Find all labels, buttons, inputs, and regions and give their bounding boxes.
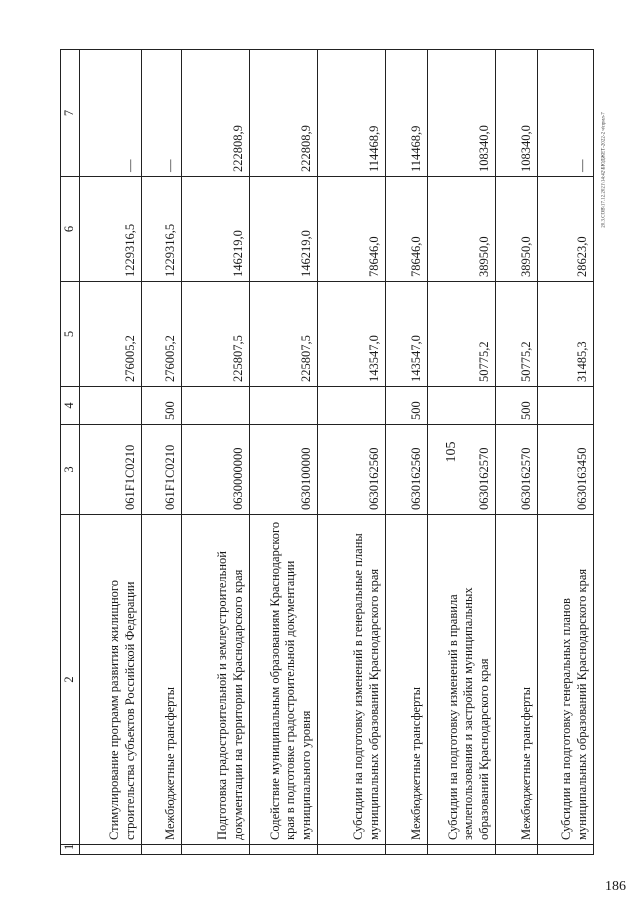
cell-type bbox=[181, 387, 249, 425]
cell-name: Подготовка градостроительной и землеустроительной документации на территории Краснодарского края bbox=[181, 515, 249, 845]
cell-value-5: 31485,3 bbox=[537, 282, 593, 387]
cell-value-5: 50775,2 bbox=[427, 282, 495, 387]
cell-col1 bbox=[537, 845, 593, 855]
page-number-bottom: 186 bbox=[605, 879, 626, 894]
cell-value-6: 28623,0 bbox=[537, 177, 593, 282]
header-col-2: 2 bbox=[61, 515, 80, 845]
rotated-table-container bbox=[60, 50, 600, 855]
cell-type bbox=[427, 387, 495, 425]
cell-value-6: 1229316,5 bbox=[79, 177, 141, 282]
table-row bbox=[181, 50, 249, 855]
header-row bbox=[61, 50, 80, 855]
header-col-1: 1 bbox=[61, 845, 80, 855]
budget-table bbox=[60, 49, 594, 855]
cell-code: 0630162560 bbox=[385, 425, 427, 515]
table-row bbox=[537, 50, 593, 855]
header-col-4: 4 bbox=[61, 387, 80, 425]
cell-col1 bbox=[317, 845, 385, 855]
cell-name: Субсидии на подготовку изменений в генеральные планы муниципальных образований Краснодарского края bbox=[317, 515, 385, 845]
cell-col1 bbox=[385, 845, 427, 855]
cell-type: 500 bbox=[141, 387, 181, 425]
cell-value-6: 146219,0 bbox=[249, 177, 317, 282]
cell-type bbox=[79, 387, 141, 425]
cell-value-7: 114468,9 bbox=[317, 50, 385, 177]
page-number-top: 105 bbox=[444, 441, 459, 463]
cell-code: 061F1C0210 bbox=[141, 425, 181, 515]
footer-code: 20.3.СОВ\17.12.2021\14:42\БЮДЖЕТ-2022-2 ч\прил-7 bbox=[601, 112, 607, 228]
cell-value-6: 1229316,5 bbox=[141, 177, 181, 282]
cell-type bbox=[249, 387, 317, 425]
cell-type bbox=[317, 387, 385, 425]
cell-code: 0630162560 bbox=[317, 425, 385, 515]
cell-type bbox=[537, 387, 593, 425]
cell-col1 bbox=[495, 845, 537, 855]
table-row bbox=[385, 50, 427, 855]
cell-code: 0630162570 bbox=[495, 425, 537, 515]
cell-code: 0630100000 bbox=[249, 425, 317, 515]
cell-value-5: 143547,0 bbox=[385, 282, 427, 387]
cell-value-6: 146219,0 bbox=[181, 177, 249, 282]
header-col-3: 3 bbox=[61, 425, 80, 515]
cell-value-7: 222808,9 bbox=[249, 50, 317, 177]
header-col-7: 7 bbox=[61, 50, 80, 177]
table-row bbox=[249, 50, 317, 855]
cell-name: Субсидии на подготовку генеральных планов муниципальных образований Краснодарского края bbox=[537, 515, 593, 845]
cell-name: Содействие муниципальным образованиям Краснодарского края в подготовке градостроительной документации муниципального уровня bbox=[249, 515, 317, 845]
cell-col1 bbox=[79, 845, 141, 855]
cell-name: Межбюджетные трансферты bbox=[141, 515, 181, 845]
cell-col1 bbox=[181, 845, 249, 855]
cell-type: 500 bbox=[385, 387, 427, 425]
cell-value-7: — bbox=[79, 50, 141, 177]
cell-value-7: — bbox=[141, 50, 181, 177]
cell-type: 500 bbox=[495, 387, 537, 425]
cell-value-5: 276005,2 bbox=[79, 282, 141, 387]
table-row bbox=[427, 50, 495, 855]
table-row bbox=[495, 50, 537, 855]
header-col-6: 6 bbox=[61, 177, 80, 282]
cell-col1 bbox=[427, 845, 495, 855]
cell-code: 0630162570 bbox=[427, 425, 495, 515]
cell-value-7: 108340,0 bbox=[495, 50, 537, 177]
cell-value-7: — bbox=[537, 50, 593, 177]
cell-value-5: 50775,2 bbox=[495, 282, 537, 387]
cell-value-5: 225807,5 bbox=[249, 282, 317, 387]
cell-code: 0630000000 bbox=[181, 425, 249, 515]
cell-code: 061F1C0210 bbox=[79, 425, 141, 515]
table-row bbox=[141, 50, 181, 855]
cell-col1 bbox=[141, 845, 181, 855]
cell-value-7: 222808,9 bbox=[181, 50, 249, 177]
cell-value-5: 143547,0 bbox=[317, 282, 385, 387]
cell-value-7: 108340,0 bbox=[427, 50, 495, 177]
cell-value-7: 114468,9 bbox=[385, 50, 427, 177]
table-row bbox=[79, 50, 141, 855]
table-row bbox=[317, 50, 385, 855]
cell-value-6: 38950,0 bbox=[495, 177, 537, 282]
cell-value-6: 38950,0 bbox=[427, 177, 495, 282]
cell-value-6: 78646,0 bbox=[385, 177, 427, 282]
cell-code: 0630163450 bbox=[537, 425, 593, 515]
header-col-5: 5 bbox=[61, 282, 80, 387]
cell-name: Межбюджетные трансферты bbox=[385, 515, 427, 845]
cell-value-5: 225807,5 bbox=[181, 282, 249, 387]
cell-value-6: 78646,0 bbox=[317, 177, 385, 282]
cell-name: Субсидии на подготовку изменений в правила землепользования и застройки муниципальных образований Краснодарского края bbox=[427, 515, 495, 845]
cell-col1 bbox=[249, 845, 317, 855]
cell-name: Стимулирование программ развития жилищного строительства субъектов Российской Федерации bbox=[79, 515, 141, 845]
cell-value-5: 276005,2 bbox=[141, 282, 181, 387]
cell-name: Межбюджетные трансферты bbox=[495, 515, 537, 845]
